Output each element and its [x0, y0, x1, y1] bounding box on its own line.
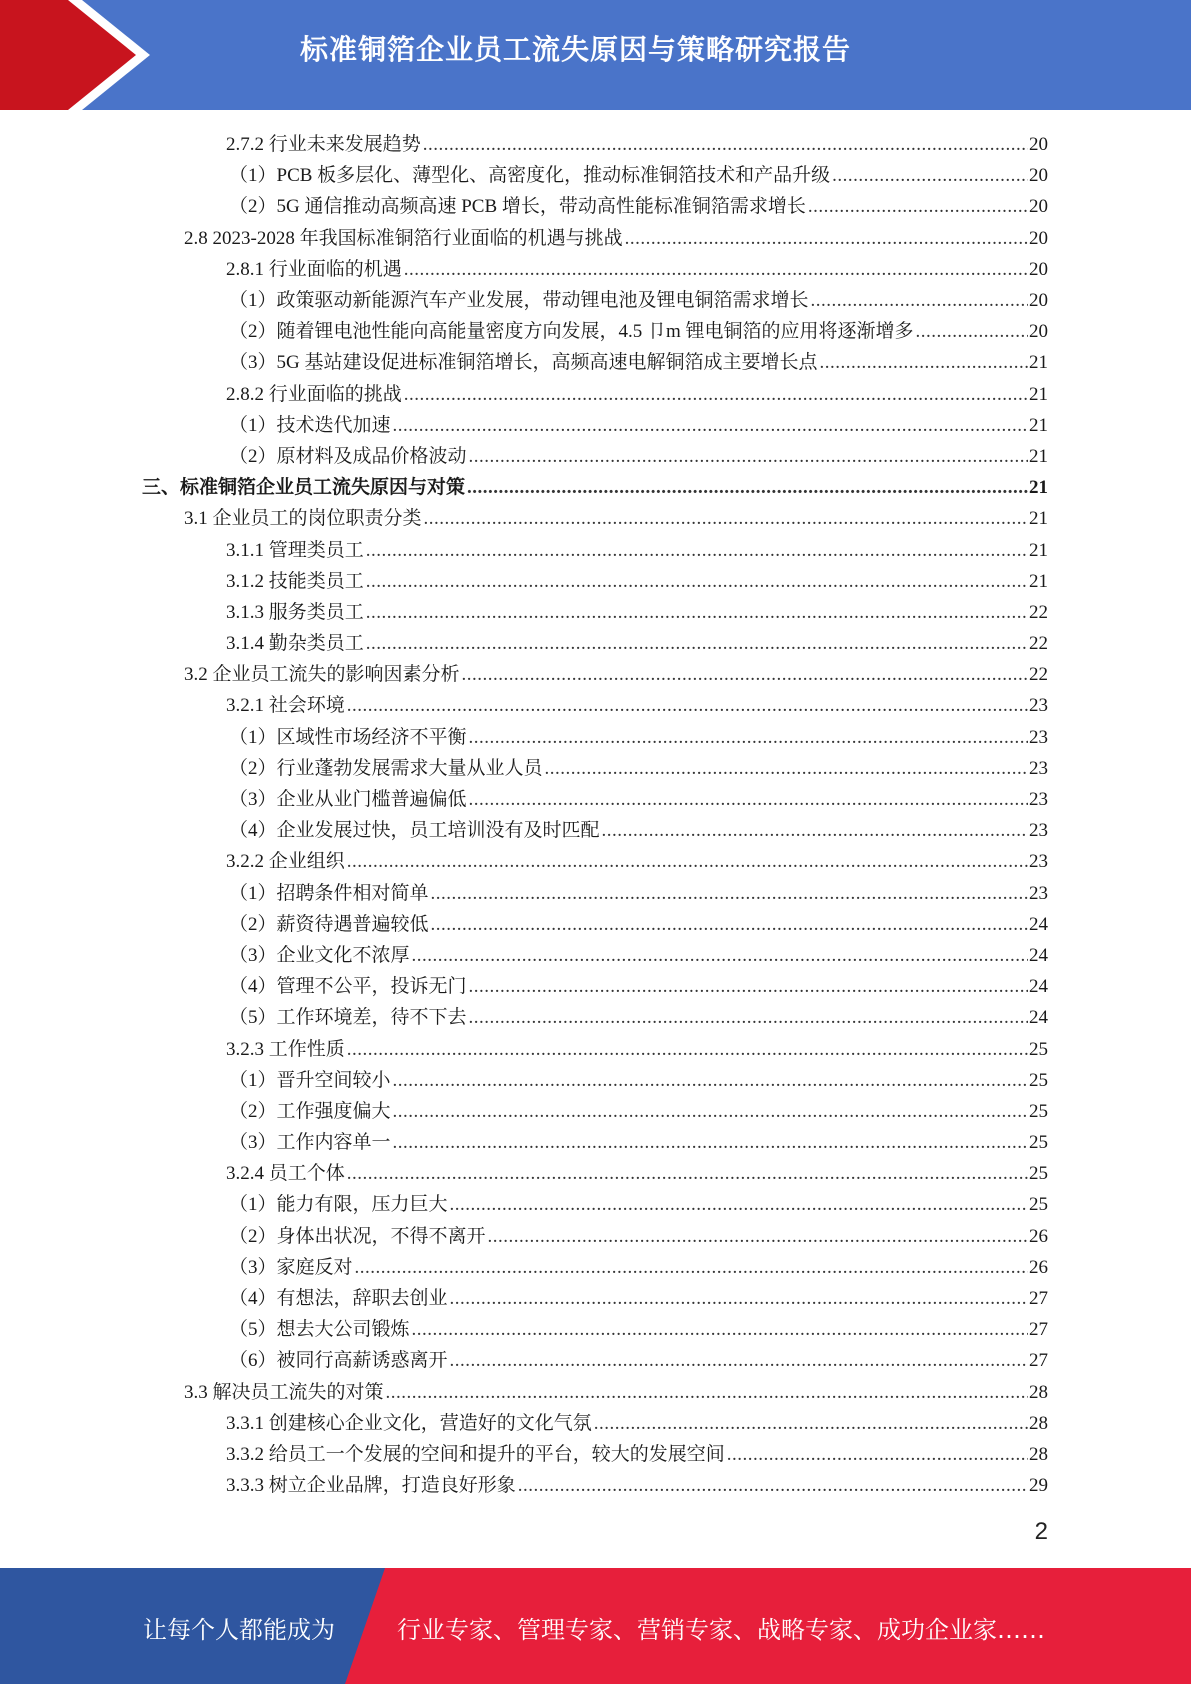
toc-dot-leader [469, 789, 1028, 811]
toc-entry-label: 三、标准铜箔企业员工流失原因与对策 [142, 477, 466, 499]
toc-entry-label: （3）家庭反对 [229, 1256, 353, 1278]
toc-entry-page: 20 [1029, 165, 1048, 187]
toc-entry-page: 25 [1029, 1100, 1048, 1122]
toc-entry-page: 24 [1029, 913, 1048, 935]
toc-entry-page: 21 [1029, 477, 1048, 499]
toc-entry[interactable] [0, 532, 1191, 563]
toc-entry-page: 21 [1029, 508, 1048, 530]
toc-entry-page: 28 [1029, 1412, 1048, 1434]
toc-entry-label: （4）有想法，辞职去创业 [229, 1288, 448, 1310]
toc-entry-page: 21 [1029, 352, 1048, 374]
toc-entry[interactable] [0, 844, 1191, 875]
toc-entry-page: 20 [1029, 290, 1048, 312]
toc-entry-page: 27 [1029, 1319, 1048, 1341]
toc-dot-leader [393, 1101, 1028, 1123]
toc-entry[interactable] [0, 876, 1191, 907]
toc-entry-page: 25 [1029, 1038, 1048, 1060]
toc-dot-leader [602, 820, 1028, 842]
toc-dot-leader [393, 1070, 1028, 1092]
toc-entry[interactable] [0, 1343, 1191, 1374]
toc-entry-label: 3.1.1 管理类员工 [226, 539, 364, 561]
toc-dot-leader [808, 196, 1028, 218]
toc-entry-label: （2）身体出状况，不得不离开 [229, 1225, 486, 1247]
toc-dot-leader [916, 321, 1028, 343]
toc-dot-leader [469, 976, 1028, 998]
toc-dot-leader [819, 352, 1028, 374]
toc-entry[interactable] [0, 127, 1191, 158]
toc-entry-label: （6）被同行高薪诱惑离开 [229, 1350, 448, 1372]
toc-entry[interactable] [0, 1063, 1191, 1094]
toc-entry-label: （1）PCB 板多层化、薄型化、高密度化，推动标准铜箔技术和产品升级 [229, 165, 831, 187]
toc-entry-label: 3.2.2 企业组织 [226, 851, 345, 873]
toc-entry[interactable] [0, 626, 1191, 657]
toc-entry[interactable] [0, 1312, 1191, 1343]
toc-dot-leader [423, 134, 1028, 156]
toc-entry-page: 22 [1029, 601, 1048, 623]
toc-dot-leader [469, 446, 1028, 468]
toc-entry[interactable] [0, 1000, 1191, 1031]
toc-entry[interactable] [0, 470, 1191, 501]
toc-entry[interactable] [0, 564, 1191, 595]
toc-entry-label: （2）工作强度偏大 [229, 1100, 391, 1122]
toc-entry[interactable] [0, 1094, 1191, 1125]
toc-entry[interactable] [0, 1468, 1191, 1499]
toc-entry[interactable] [0, 345, 1191, 376]
toc-entry-page: 21 [1029, 539, 1048, 561]
toc-entry-page: 21 [1029, 383, 1048, 405]
toc-entry-label: （1）技术迭代加速 [229, 414, 391, 436]
page-footer [0, 1568, 1191, 1684]
toc-entry-label: 3.2.4 员工个体 [226, 1163, 345, 1185]
toc-entry-label: （3）工作内容单一 [229, 1132, 391, 1154]
toc-entry-label: 3.1.4 勤杂类员工 [226, 633, 364, 655]
toc-entry-page: 20 [1029, 258, 1048, 280]
toc-entry-label: （4）管理不公平，投诉无门 [229, 976, 467, 998]
toc-entry[interactable] [0, 938, 1191, 969]
toc-entry-page: 24 [1029, 1007, 1048, 1029]
toc-entry[interactable] [0, 314, 1191, 345]
toc-entry-page: 25 [1029, 1194, 1048, 1216]
toc-entry[interactable] [0, 283, 1191, 314]
toc-dot-leader [393, 415, 1028, 437]
toc-entry-label: 3.2.3 工作性质 [226, 1038, 345, 1060]
toc-entry[interactable] [0, 408, 1191, 439]
toc-entry-page: 28 [1029, 1443, 1048, 1465]
toc-entry[interactable] [0, 1406, 1191, 1437]
page-number: 2 [1034, 1518, 1048, 1545]
toc-entry-label: （2）原材料及成品价格波动 [229, 445, 467, 467]
toc-dot-leader [366, 540, 1028, 562]
toc-entry-page: 21 [1029, 570, 1048, 592]
toc-dot-leader [404, 259, 1028, 281]
toc-entry-label: （3）企业从业门槛普遍偏低 [229, 789, 467, 811]
toc-entry-page: 26 [1029, 1225, 1048, 1247]
toc-entry-page: 29 [1029, 1475, 1048, 1497]
toc-entry[interactable] [0, 969, 1191, 1000]
toc-dot-leader [347, 695, 1028, 717]
toc-entry-label: （1）政策驱动新能源汽车产业发展，带动锂电池及锂电铜箔需求增长 [229, 290, 809, 312]
toc-entry-label: 3.2.1 社会环境 [226, 695, 345, 717]
toc-dot-leader [450, 1288, 1028, 1310]
toc-dot-leader [811, 290, 1028, 312]
toc-entry-label: （5）想去大公司锻炼 [229, 1319, 410, 1341]
toc-entry-page: 23 [1029, 820, 1048, 842]
toc-entry-page: 28 [1029, 1381, 1048, 1403]
toc-entry-label: 2.8 2023-2028 年我国标准铜箔行业面临的机遇与挑战 [184, 227, 623, 249]
toc-entry-page: 25 [1029, 1163, 1048, 1185]
toc-entry-page: 26 [1029, 1256, 1048, 1278]
toc-dot-leader [469, 727, 1028, 749]
toc-dot-leader [727, 1444, 1028, 1466]
table-of-contents [0, 127, 1191, 1499]
toc-dot-leader [518, 1475, 1028, 1497]
toc-dot-leader [462, 664, 1028, 686]
toc-dot-leader [347, 851, 1028, 873]
toc-dot-leader [431, 914, 1028, 936]
toc-entry-label: 3.1.2 技能类员工 [226, 570, 364, 592]
toc-entry-label: （2）薪资待遇普遍较低 [229, 913, 429, 935]
toc-dot-leader [386, 1382, 1028, 1404]
toc-entry[interactable] [0, 1187, 1191, 1218]
toc-entry-label: 3.3 解决员工流失的对策 [184, 1381, 384, 1403]
toc-entry-page: 20 [1029, 227, 1048, 249]
toc-entry[interactable] [0, 1125, 1191, 1156]
toc-entry[interactable] [0, 439, 1191, 470]
toc-entry-page: 21 [1029, 414, 1048, 436]
toc-entry[interactable] [0, 751, 1191, 782]
toc-entry[interactable] [0, 501, 1191, 532]
toc-entry-label: 2.8.1 行业面临的机遇 [226, 258, 402, 280]
toc-dot-leader [545, 758, 1028, 780]
toc-entry-page: 21 [1029, 445, 1048, 467]
toc-dot-leader [366, 602, 1028, 624]
toc-entry-label: （3）企业文化不浓厚 [229, 944, 410, 966]
toc-entry[interactable] [0, 907, 1191, 938]
toc-entry-label: （4）企业发展过快，员工培训没有及时匹配 [229, 820, 600, 842]
toc-dot-leader [469, 1007, 1028, 1029]
toc-dot-leader [412, 945, 1028, 967]
toc-entry-label: （3）5G 基站建设促进标准铜箔增长，高频高速电解铜箔成主要增长点 [229, 352, 818, 374]
toc-entry-label: 3.1.3 服务类员工 [226, 601, 364, 623]
toc-entry-label: 3.3.2 给员工一个发展的空间和提升的平台，较大的发展空间 [226, 1443, 725, 1465]
toc-entry-label: 3.1 企业员工的岗位职责分类 [184, 508, 422, 530]
toc-entry-label: （1）晋升空间较小 [229, 1069, 391, 1091]
toc-dot-leader [404, 384, 1028, 406]
page-header [0, 0, 1191, 110]
toc-entry-page: 20 [1029, 134, 1048, 156]
toc-dot-leader [393, 1132, 1028, 1154]
toc-entry-page: 23 [1029, 757, 1048, 779]
toc-entry-page: 20 [1029, 321, 1048, 343]
toc-entry[interactable] [0, 1250, 1191, 1281]
toc-entry-label: 2.8.2 行业面临的挑战 [226, 383, 402, 405]
toc-dot-leader [450, 1350, 1028, 1372]
toc-entry-page: 27 [1029, 1288, 1048, 1310]
toc-entry[interactable] [0, 1156, 1191, 1187]
toc-entry[interactable] [0, 252, 1191, 283]
toc-entry-page: 24 [1029, 944, 1048, 966]
toc-entry-page: 24 [1029, 976, 1048, 998]
footer-slogan-right: 行业专家、管理专家、营销专家、战略专家、成功企业家…… [397, 1616, 1045, 1644]
toc-entry[interactable] [0, 158, 1191, 189]
toc-entry[interactable] [0, 1437, 1191, 1468]
toc-entry-page: 22 [1029, 633, 1048, 655]
toc-entry[interactable] [0, 595, 1191, 626]
toc-entry[interactable] [0, 657, 1191, 688]
toc-entry[interactable] [0, 1281, 1191, 1312]
toc-dot-leader [594, 1413, 1028, 1435]
toc-dot-leader [467, 477, 1028, 499]
toc-entry-page: 22 [1029, 664, 1048, 686]
toc-dot-leader [488, 1226, 1028, 1248]
toc-entry-label: 3.3.3 树立企业品牌，打造良好形象 [226, 1475, 516, 1497]
toc-entry-label: 2.7.2 行业未来发展趋势 [226, 134, 421, 156]
toc-entry-label: （2）行业蓬勃发展需求大量从业人员 [229, 757, 543, 779]
toc-entry[interactable] [0, 221, 1191, 252]
toc-entry-page: 23 [1029, 789, 1048, 811]
toc-entry-page: 23 [1029, 882, 1048, 904]
report-title: 标准铜箔企业员工流失原因与策略研究报告 [300, 33, 852, 66]
toc-dot-leader [366, 633, 1028, 655]
toc-dot-leader [832, 165, 1028, 187]
toc-entry-page: 23 [1029, 695, 1048, 717]
toc-dot-leader [366, 571, 1028, 593]
toc-entry[interactable] [0, 720, 1191, 751]
toc-entry[interactable] [0, 189, 1191, 220]
toc-entry[interactable] [0, 377, 1191, 408]
toc-entry-page: 25 [1029, 1069, 1048, 1091]
toc-entry-label: 3.2 企业员工流失的影响因素分析 [184, 664, 460, 686]
toc-entry[interactable] [0, 1031, 1191, 1062]
toc-entry[interactable] [0, 1375, 1191, 1406]
toc-dot-leader [424, 508, 1028, 530]
toc-entry[interactable] [0, 1219, 1191, 1250]
toc-dot-leader [412, 1319, 1028, 1341]
toc-entry-page: 20 [1029, 196, 1048, 218]
toc-entry-label: （5）工作环境差，待不下去 [229, 1007, 467, 1029]
toc-dot-leader [347, 1039, 1028, 1061]
toc-dot-leader [431, 883, 1028, 905]
toc-entry-page: 23 [1029, 851, 1048, 873]
toc-entry-label: （2）随着锂电池性能向高能量密度方向发展，4.5 卩m 锂电铜箔的应用将逐渐增多 [229, 321, 914, 343]
toc-dot-leader [347, 1163, 1028, 1185]
toc-entry-label: （1）区域性市场经济不平衡 [229, 726, 467, 748]
header-arrow-logo [0, 0, 140, 110]
toc-dot-leader [450, 1194, 1028, 1216]
toc-entry[interactable] [0, 813, 1191, 844]
toc-entry-label: （2）5G 通信推动高频高速 PCB 增长，带动高性能标准铜箔需求增长 [229, 196, 806, 218]
toc-entry-page: 25 [1029, 1132, 1048, 1154]
toc-entry-page: 23 [1029, 726, 1048, 748]
toc-entry-label: （1）能力有限，压力巨大 [229, 1194, 448, 1216]
toc-entry[interactable] [0, 782, 1191, 813]
toc-dot-leader [625, 228, 1028, 250]
toc-entry[interactable] [0, 688, 1191, 719]
toc-entry-label: 3.3.1 创建核心企业文化，营造好的文化气氛 [226, 1412, 592, 1434]
footer-slogan-left: 让每个人都能成为 [143, 1616, 335, 1644]
toc-dot-leader [355, 1257, 1028, 1279]
toc-entry-page: 27 [1029, 1350, 1048, 1372]
toc-entry-label: （1）招聘条件相对简单 [229, 882, 429, 904]
